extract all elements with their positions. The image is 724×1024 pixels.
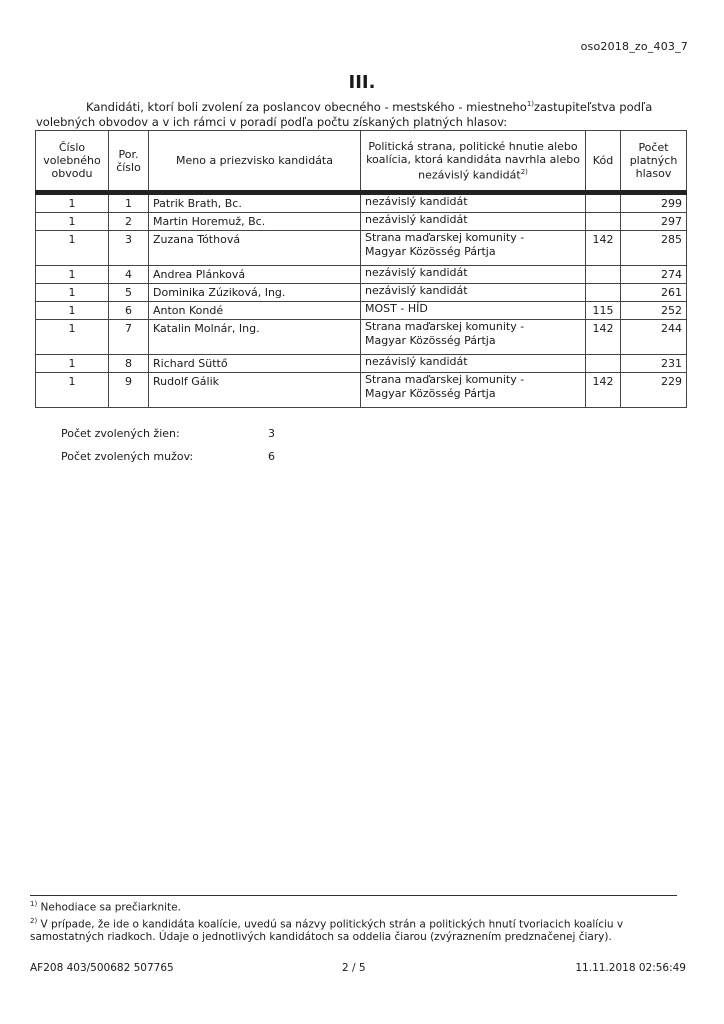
cell-votes: 261 [621,284,687,302]
cell-votes: 297 [621,213,687,231]
cell-code [586,284,621,302]
cell-code [586,193,621,213]
header-code: Kód [586,131,621,193]
header-party [361,131,586,193]
elected-candidates-table [35,130,687,408]
cell-district: 1 [36,320,109,355]
footnote-ref-2: 2) [520,167,528,176]
cell-order: 3 [109,231,149,266]
men-count-row [61,450,275,463]
party-line-1: nezávislý kandidát [365,195,468,208]
cell-district: 1 [36,213,109,231]
table-row [36,284,687,302]
cell-name: Richard Süttő [149,355,361,373]
cell-name: Dominika Zúziková, Ing. [149,284,361,302]
women-count-label: Počet zvolených žien: [61,427,180,440]
cell-district: 1 [36,193,109,213]
footer-document-code: AF208 403/500682 507765 [30,962,174,974]
cell-order: 2 [109,213,149,231]
footnote-2-text: V prípade, že ide o kandidáta koalície, uvedú sa názvy politických strán a politických hnutí tvoriacich koalíciu v samostatných riadkoch. Údaje o jednotlivých kandidátoch sa oddelia čiarou (zvýraznením predznačenej čiary). [30,918,624,943]
header-order: Por. číslo [109,131,149,193]
men-count-value: 6 [268,450,275,463]
party-line-2: Magyar Közösség Pártja [365,334,496,347]
cell-name: Zuzana Tóthová [149,231,361,266]
party-line-1: nezávislý kandidát [365,355,468,368]
party-line-1: Strana maďarskej komunity - [365,373,525,386]
footnote-1-text: Nehodiace sa prečiarknite. [40,901,181,914]
cell-name: Martin Horemuž, Bc. [149,213,361,231]
cell-code [586,266,621,284]
footer-page-number: 2 / 5 [342,962,366,974]
footnote-divider [30,895,677,896]
party-line-1: Strana maďarskej komunity - [365,231,525,244]
cell-code: 142 [586,320,621,355]
cell-name: Katalin Molnár, Ing. [149,320,361,355]
party-line-2: Magyar Közösség Pártja [365,245,496,258]
footnote-1-marker: 1) [30,900,38,908]
cell-votes: 274 [621,266,687,284]
cell-district: 1 [36,284,109,302]
footnote-1 [30,898,680,915]
intro-text [36,97,696,130]
footnote-2-marker: 2) [30,916,38,925]
cell-party [361,355,586,373]
header-name: Meno a priezvisko kandidáta [149,131,361,193]
cell-district: 1 [36,373,109,408]
intro-line-1 [36,97,696,115]
cell-order: 4 [109,266,149,284]
cell-name: Patrik Brath, Bc. [149,193,361,213]
footnotes [30,898,680,944]
header-votes: Počet platných hlasov [621,131,687,193]
intro-line-1-end: zastupiteľstva podľa [534,99,653,114]
cell-party [361,302,586,320]
footnote-ref-1: 1) [526,100,535,108]
table-row [36,320,687,355]
cell-code [586,355,621,373]
intro-line-2: volebných obvodov a v ich rámci v poradí podľa počtu získaných platných hlasov: [36,114,508,129]
document-id: oso2018_zo_403_7 [580,40,688,53]
section-heading: III. [348,72,376,93]
cell-district: 1 [36,266,109,284]
footer-timestamp: 11.11.2018 02:56:49 [575,962,686,974]
cell-district: 1 [36,302,109,320]
cell-order: 5 [109,284,149,302]
cell-votes: 231 [621,355,687,373]
party-line-1: nezávislý kandidát [365,284,468,297]
cell-district: 1 [36,231,109,266]
cell-party [361,213,586,231]
cell-party [361,284,586,302]
cell-name: Andrea Plánková [149,266,361,284]
cell-name: Anton Kondé [149,302,361,320]
cell-order: 7 [109,320,149,355]
cell-district: 1 [36,355,109,373]
table-row [36,302,687,320]
party-line-1: nezávislý kandidát [365,213,468,226]
cell-party [361,266,586,284]
header-district: Číslo volebného obvodu [36,131,109,193]
table-body [36,193,687,408]
cell-party [361,320,586,355]
table-row [36,193,687,213]
cell-name: Rudolf Gálik [149,373,361,408]
cell-party [361,373,586,408]
cell-code: 142 [586,231,621,266]
women-count-row [61,427,275,440]
table-header-row [36,131,687,193]
party-line-1: nezávislý kandidát [365,266,468,279]
cell-code: 142 [586,373,621,408]
cell-party [361,193,586,213]
table-row [36,355,687,373]
table-row [36,373,687,408]
header-party-text: Politická strana, politické hnutie alebo koalícia, ktorá kandidáta navrhla alebo nezávislý kandidát [366,139,580,182]
cell-order: 8 [109,355,149,373]
cell-votes: 285 [621,231,687,266]
cell-order: 6 [109,302,149,320]
cell-votes: 229 [621,373,687,408]
intro-line-1-text: Kandidáti, ktorí boli zvolení za poslancov obecného - mestského - miestneho [86,99,527,114]
men-count-label: Počet zvolených mužov: [61,450,194,463]
cell-party [361,231,586,266]
cell-order: 9 [109,373,149,408]
cell-votes: 252 [621,302,687,320]
women-count-value: 3 [268,427,275,440]
cell-code: 115 [586,302,621,320]
table-row [36,231,687,266]
cell-code [586,213,621,231]
cell-order: 1 [109,193,149,213]
table-row [36,266,687,284]
party-line-2: Magyar Közösség Pártja [365,387,496,400]
cell-votes: 244 [621,320,687,355]
party-line-1: MOST - HÍD [365,302,428,315]
party-line-1: Strana maďarskej komunity - [365,320,525,333]
cell-votes: 299 [621,193,687,213]
table-row [36,213,687,231]
footnote-2 [30,915,680,945]
